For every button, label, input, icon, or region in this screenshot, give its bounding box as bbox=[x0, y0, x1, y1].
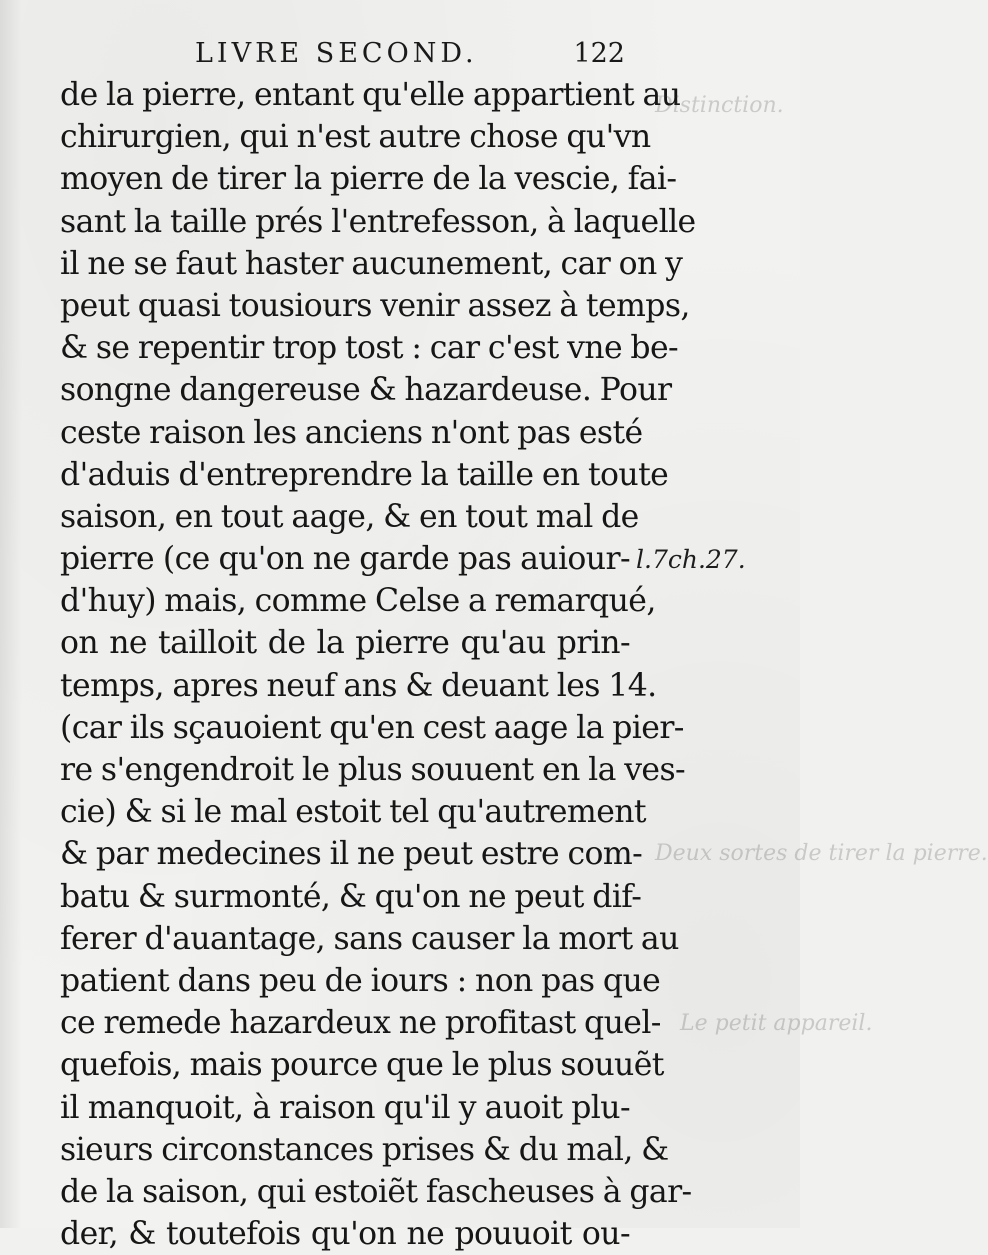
running-title: LIVRE SECOND. bbox=[195, 38, 478, 69]
margin-note-showthrough: Le petit appareil. bbox=[680, 1011, 873, 1036]
text-line: on ne tailloit de la pierre qu'au prin- bbox=[60, 625, 630, 662]
text-line: d'aduis d'entreprendre la taille en toute bbox=[60, 456, 669, 493]
text-line: pierre (ce qu'on ne garde pas auiour- bbox=[60, 541, 630, 578]
text-line: quefois, mais pource que le plus souuẽt bbox=[60, 1047, 664, 1084]
page-header bbox=[195, 32, 625, 72]
text-line: de la pierre, entant qu'elle appartient au bbox=[60, 77, 681, 113]
text-line: (car ils sçauoient qu'en cest aage la pier- bbox=[60, 709, 684, 746]
margin-note-showthrough: Distinction. bbox=[655, 93, 784, 118]
text-line: moyen de tirer la pierre de la vescie, fai- bbox=[60, 161, 677, 198]
text-line: & se repentir trop tost : car c'est vne be- bbox=[60, 330, 679, 367]
text-line: re s'engendroit le plus souuent en la ves- bbox=[60, 752, 686, 788]
text-line: ceste raison les anciens n'ont pas esté bbox=[60, 414, 643, 451]
text-line: peut quasi tousiours venir assez à temps, bbox=[60, 287, 690, 324]
margin-note-citation: l.7ch.27. bbox=[636, 545, 746, 574]
text-line: songne dangereuse & hazardeuse. Pour bbox=[60, 372, 672, 409]
text-line: il ne se faut haster aucunement, car on y bbox=[60, 245, 683, 282]
text-line: batu & surmonté, & qu'on ne peut dif- bbox=[60, 878, 642, 915]
text-line: d'huy) mais, comme Celse a remarqué, bbox=[60, 583, 656, 620]
page-number: 122 bbox=[573, 38, 625, 69]
margin-note-showthrough: Deux sortes de tirer la pierre. bbox=[655, 841, 988, 866]
text-line: patient dans peu de iours : non pas que bbox=[60, 962, 661, 999]
text-line: temps, apres neuf ans & deuant les 14. bbox=[60, 667, 657, 704]
text-line: chirurgien, qui n'est autre chose qu'vn bbox=[60, 119, 651, 156]
text-line: sieurs circonstances prises & du mal, & bbox=[60, 1131, 669, 1168]
text-line: de la saison, qui estoiẽt fascheuses à gar- bbox=[60, 1173, 692, 1210]
text-line: cie) & si le mal estoit tel qu'autrement bbox=[60, 794, 646, 831]
text-line: ferer d'auantage, sans causer la mort au bbox=[60, 920, 679, 957]
page-gutter-shadow bbox=[0, 0, 22, 1228]
text-line: saison, en tout aage, & en tout mal de bbox=[60, 498, 639, 535]
text-line: der, & toutefois qu'on ne pouuoit ou- bbox=[60, 1216, 630, 1253]
text-line: sant la taille prés l'entrefesson, à laquelle bbox=[60, 203, 696, 240]
text-line: ce remede hazardeux ne profitast quel- bbox=[60, 1005, 661, 1042]
text-line: & par medecines il ne peut estre com- bbox=[60, 836, 643, 873]
text-line: il manquoit, à raison qu'il y auoit plu- bbox=[60, 1089, 630, 1126]
